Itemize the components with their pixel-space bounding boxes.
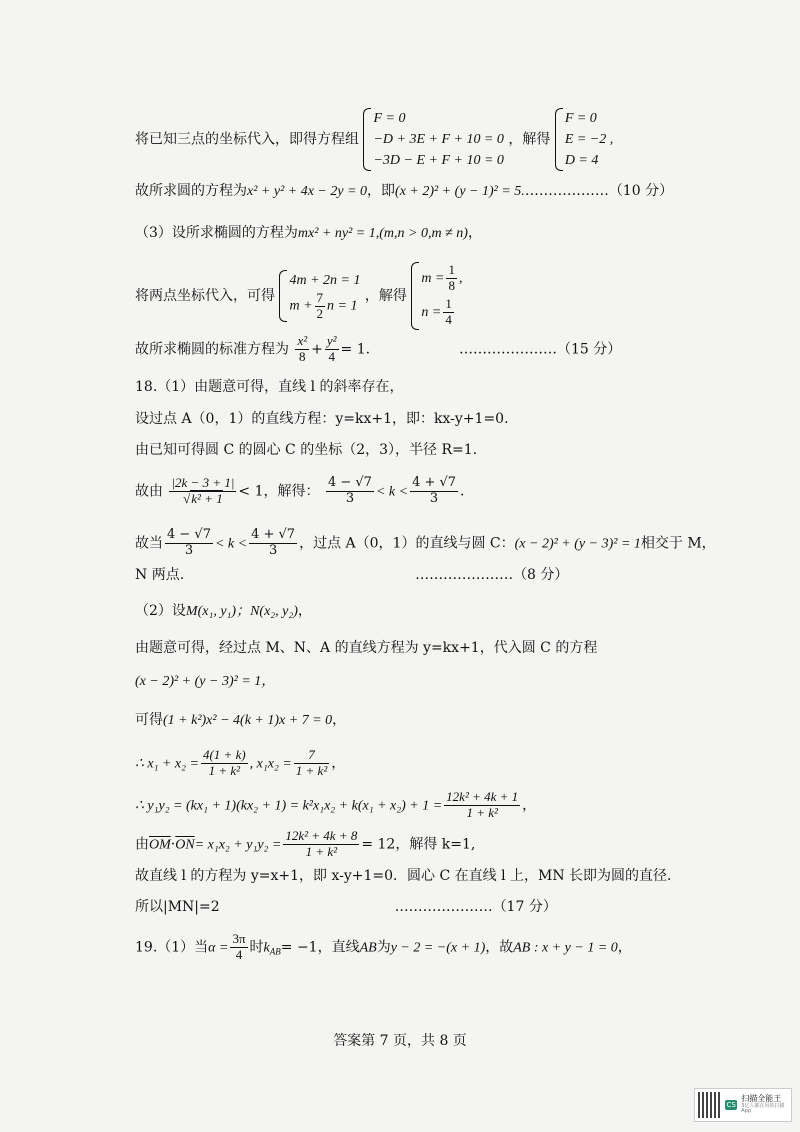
line-equation-line: 设过点 A（0，1）的直线方程：y=kx+1，即：kx-y+1=0.	[135, 411, 509, 427]
ellipse-solution-system: m = $\frac{1}{8}$ , n = $\frac{1}{4}$	[411, 262, 462, 330]
camscanner-logo-icon: CS	[726, 1101, 736, 1109]
text: 将已知三点的坐标代入，即得方程组	[135, 131, 359, 148]
q18-part2-line: （2）设M(x₁, y₁)；N(x₂, y₂)，	[135, 603, 312, 619]
points-mn-line: N 两点. …………………（8 分）	[135, 567, 569, 583]
ellipse-equation-system: 4m + 2n = 1 m + $\frac{7}{2}$ n = 1	[279, 270, 360, 322]
q18-part1-line: 18.（1）由题意可得，直线 l 的斜率存在，	[135, 379, 404, 395]
y-product-line: ∴ y₁y₂ = (kx₁ + 1)(kx₂ + 1) = k²x₁x₂ + k(x₁ + x₂) + 1 = $\frac{\text{12k² + 4k + 1}}{\text{1 + k²}}$ ，	[135, 789, 537, 820]
mn-length-line: 所以|MN|=2 …………………（17 分）	[135, 899, 557, 915]
distance-inequality-line: 故由 $\frac{|2k - 3 + 1|}{\text{√k² + 1}}$ < 1，解得： $\frac{4 - √7}{3}$ < k < $\frac{4 + √7}{3}$ .	[135, 475, 465, 506]
intersection-line: 故当 $\frac{4 - √7}{3}$ < k < $\frac{4 + √7}{3}$ ，过点 A（0，1）的直线与圆 C：(x − 2)² + (y − 3)² = 1相交于 M，	[135, 527, 716, 558]
q19-part1-line: 19.（1）当α = $\frac{3\pi}{4}$ 时$k_{AB}= -1$，直线AB为y − 2 = −(x + 1)，故AB : x + y − 1 = 0，	[135, 931, 632, 962]
substitution-line: 由题意可得，经过点 M、N、A 的直线方程为 y=kx+1，代入圆 C 的方程	[135, 640, 598, 656]
watermark-title: 扫描全能王	[741, 1094, 782, 1104]
score: （15 分）	[556, 341, 622, 358]
circle-c-equation: (x − 2)² + (y − 3)² = 1，	[135, 674, 276, 689]
page-footer: 答案第 7 页，共 8 页	[333, 1033, 467, 1049]
equation-system: F = 0 −D + 3E + F + 10 = 0 −3D − E + F + 10 = 0	[363, 108, 503, 171]
circle-center-line: 由已知可得圆 C 的圆心 C 的坐标（2，3），半径 R=1.	[135, 442, 478, 458]
scanner-watermark	[694, 1088, 792, 1122]
qr-code-icon	[698, 1092, 721, 1118]
score: （17 分）	[492, 899, 557, 915]
circle-equation-line: 故所求圆的方程为x² + y² + 4x − 2y = 0，即(x + 2)² + (y − 1)² = 5.………………（10 分）	[135, 183, 674, 199]
line-l-conclusion: 故直线 l 的方程为 y=x+1，即 x-y+1=0．圆心 C 在直线 l 上，MN 长即为圆的直径．	[135, 868, 682, 884]
ellipse-result-line: 故所求椭圆的标准方程为 $\frac{\text{x²}}{8}$ + $\frac{\text{y²}}{4}$ = 1. …………………（15 分）	[135, 333, 622, 364]
watermark-subtitle: 3亿人都在用的扫描App	[741, 1102, 785, 1115]
solution-system: F = 0 E = −2 , D = 4	[555, 108, 613, 171]
ellipse-setup-line: （3）设所求椭圆的方程为mx² + ny² = 1,(m,n > 0,m ≠ n)，	[135, 225, 482, 241]
vieta-line: ∴ x₁ + x₂ = $\frac{4(1 + k)}{\text{1 + k²}}$ , x₁x₂ = $\frac{7}{\text{1 + k²}}$ ，	[135, 747, 346, 778]
equation-system-line: 将已知三点的坐标代入，即得方程组 F = 0 −D + 3E + F + 10 = 0 −3D − E + F + 10 = 0 ，解得 F = 0 E = −2 , D = 4	[135, 108, 613, 171]
quadratic-line: 可得(1 + k²)x² − 4(k + 1)x + 7 = 0，	[135, 712, 347, 728]
score: （10 分）	[608, 183, 674, 199]
ellipse-system-line: 将两点坐标代入，可得 4m + 2n = 1 m + $\frac{7}{2}$ n = 1 ，解得 m = $\frac{1}{8}$ , n = $\frac{1}{4}$	[135, 262, 462, 330]
score: （8 分）	[513, 567, 569, 583]
dot-product-line: 由$\overline{OM}\cdot\overline{ON}= x_1x_2 + y_1y_2$ = $\frac{\text{12k² + 4k + 8}}{\text{1 + k²}}$ = 12，解得 k=1,	[135, 828, 476, 859]
